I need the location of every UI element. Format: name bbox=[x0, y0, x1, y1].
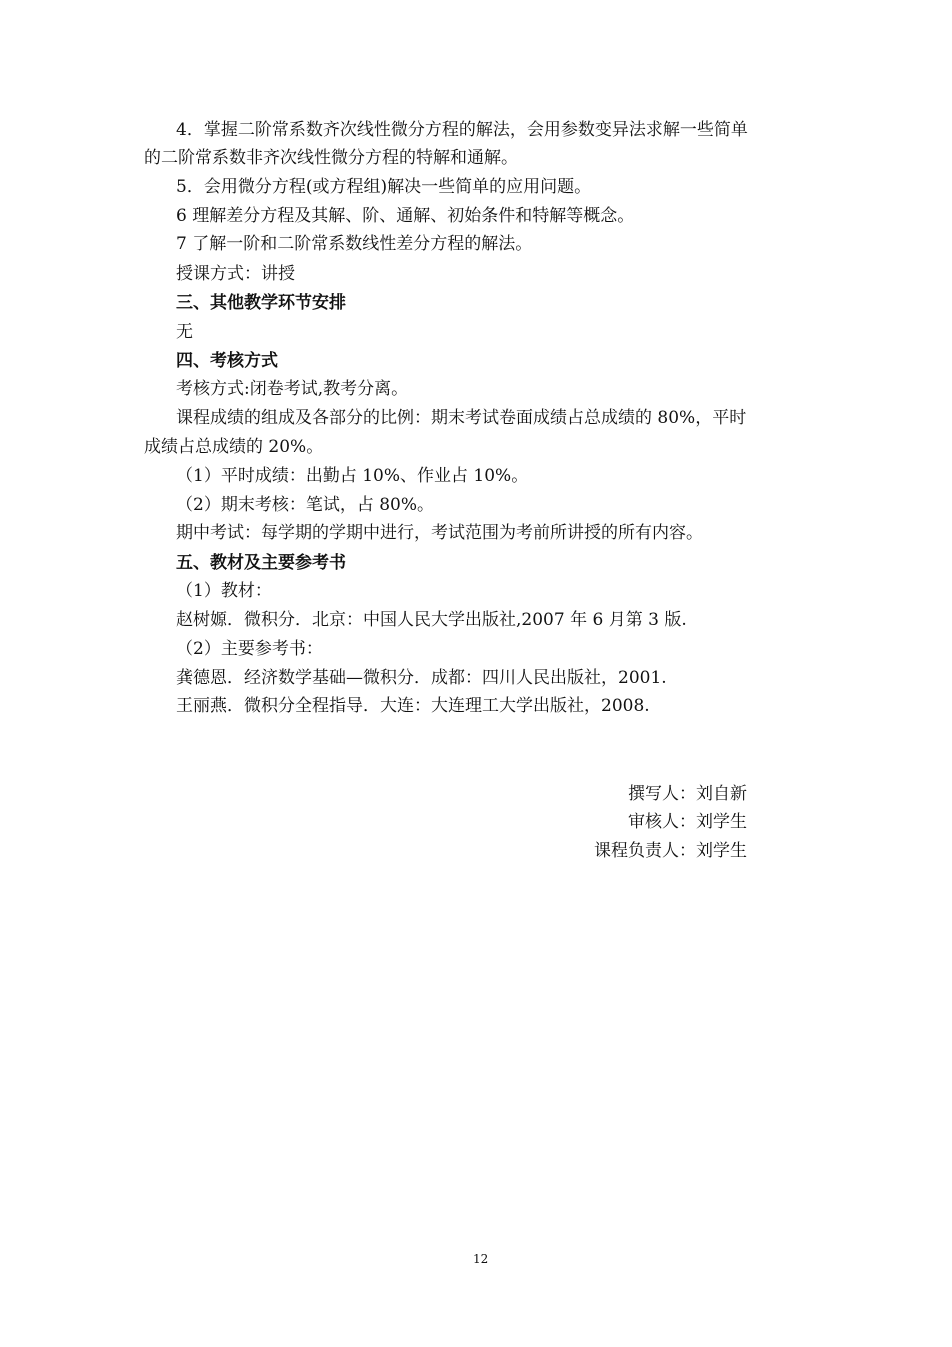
item-5: 5．会用微分方程(或方程组)解决一些简单的应用问题。 bbox=[176, 177, 592, 197]
section-4-heading: 四、考核方式 bbox=[176, 351, 278, 371]
item-4-line-2: 的二阶常系数非齐次线性微分方程的特解和通解。 bbox=[144, 148, 518, 168]
grade-item-2: （2）期末考核：笔试，占 80%。 bbox=[176, 495, 435, 515]
item-7: 7 了解一阶和二阶常系数线性差分方程的解法。 bbox=[176, 234, 533, 254]
textbook-label: （1）教材： bbox=[176, 581, 272, 601]
item-4-line-1: 4．掌握二阶常系数齐次线性微分方程的解法，会用参数变异法求解一些简单 bbox=[176, 120, 748, 140]
signature-reviewer: 审核人：刘学生 bbox=[628, 812, 747, 832]
section-3-heading: 三、其他教学环节安排 bbox=[176, 293, 346, 313]
signature-author: 撰写人：刘自新 bbox=[628, 784, 747, 804]
grade-composition-line-1: 课程成绩的组成及各部分的比例：期末考试卷面成绩占总成绩的 80%，平时 bbox=[176, 408, 747, 428]
exam-method: 考核方式:闭卷考试,教考分离。 bbox=[176, 379, 409, 399]
section-5-heading: 五、教材及主要参考书 bbox=[176, 553, 346, 573]
grade-item-1: （1）平时成绩：出勤占 10%、作业占 10%。 bbox=[176, 466, 529, 486]
references-label: （2）主要参考书： bbox=[176, 639, 323, 659]
section-3-text: 无 bbox=[176, 322, 193, 342]
teaching-method: 授课方式：讲授 bbox=[176, 264, 295, 284]
signature-course-lead: 课程负责人：刘学生 bbox=[594, 841, 747, 861]
midterm-exam: 期中考试：每学期的学期中进行，考试范围为考前所讲授的所有内容。 bbox=[176, 523, 703, 543]
item-6: 6 理解差分方程及其解、阶、通解、初始条件和特解等概念。 bbox=[176, 206, 635, 226]
reference-1: 龚德恩．经济数学基础—微积分．成都：四川人民出版社，2001. bbox=[176, 668, 667, 688]
textbook: 赵树嫄．微积分．北京：中国人民大学出版社,2007 年 6 月第 3 版. bbox=[176, 610, 687, 630]
reference-2: 王丽燕．微积分全程指导．大连：大连理工大学出版社，2008. bbox=[176, 696, 650, 716]
page-number: 12 bbox=[473, 1252, 489, 1266]
grade-composition-line-2: 成绩占总成绩的 20%。 bbox=[144, 437, 324, 457]
